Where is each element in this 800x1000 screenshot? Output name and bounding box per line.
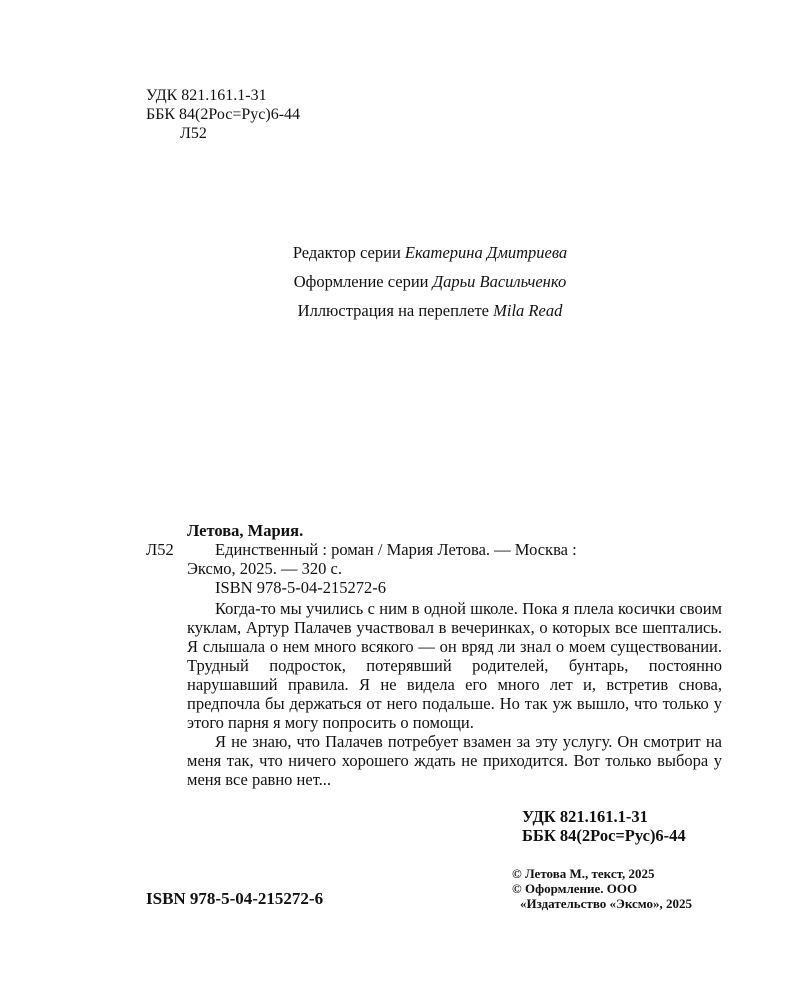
credit-line-illustration — [0, 296, 800, 325]
credit-role: Редактор серии — [292, 243, 401, 262]
credit-line-editor — [0, 238, 800, 267]
bbk-code-top: ББК 84(2Рос=Рус)6-44 — [146, 106, 301, 123]
credits-block — [0, 238, 800, 325]
credit-name: Екатерина Дмитриева — [404, 243, 568, 262]
credit-name: Mila Read — [493, 301, 563, 320]
copyright-publisher: «Издательство «Эксмо», 2025 — [520, 896, 692, 911]
credit-role: Иллюстрация на переплете — [297, 301, 489, 320]
isbn-bottom: ISBN 978-5-04-215272-6 — [146, 889, 324, 908]
record-title-line-1: Единственный : роман / Мария Летова. — Москва : — [215, 540, 577, 559]
annotation — [187, 599, 722, 789]
copyright-design: © Оформление. ООО — [512, 881, 638, 896]
author-sign-top: Л52 — [180, 125, 207, 142]
udk-code-top: УДК 821.161.1-31 — [146, 87, 267, 104]
credit-line-design — [0, 267, 800, 296]
bbk-code-bottom: ББК 84(2Рос=Рус)6-44 — [522, 826, 686, 845]
annotation-paragraph-1: Когда-то мы учились с ним в одной школе. Пока я плела косички своим куклам, Артур Палачев участвовал в вечеринках, о которых все шептались. Я слышала о нем много всякого — он вряд ли знал о моем существовании. Трудный подросток, потерявший родителей, бунтарь, постоянно нарушавший правила. Я не видела его много лет и, встретив снова, предпочла бы держаться от него подальше. Но так уж вышло, что только у этого парня я могу попросить о помощи. — [187, 599, 722, 732]
record-title-line-2: Эксмо, 2025. — 320 с. — [187, 559, 342, 578]
credit-role: Оформление серии — [293, 272, 429, 291]
record-author: Летова, Мария. — [187, 521, 304, 540]
credit-name: Дарьи Васильченко — [432, 272, 567, 291]
annotation-paragraph-2: Я не знаю, что Палачев потребует взамен за эту услугу. Он смотрит на меня так, что ничего хорошего ждать не приходится. Вот только выбора у меня все равно нет... — [187, 732, 722, 789]
record-isbn: ISBN 978-5-04-215272-6 — [215, 578, 386, 597]
record-sign: Л52 — [146, 540, 174, 559]
udk-code-bottom: УДК 821.161.1-31 — [522, 807, 648, 826]
copyright-author: © Летова М., текст, 2025 — [512, 866, 655, 881]
